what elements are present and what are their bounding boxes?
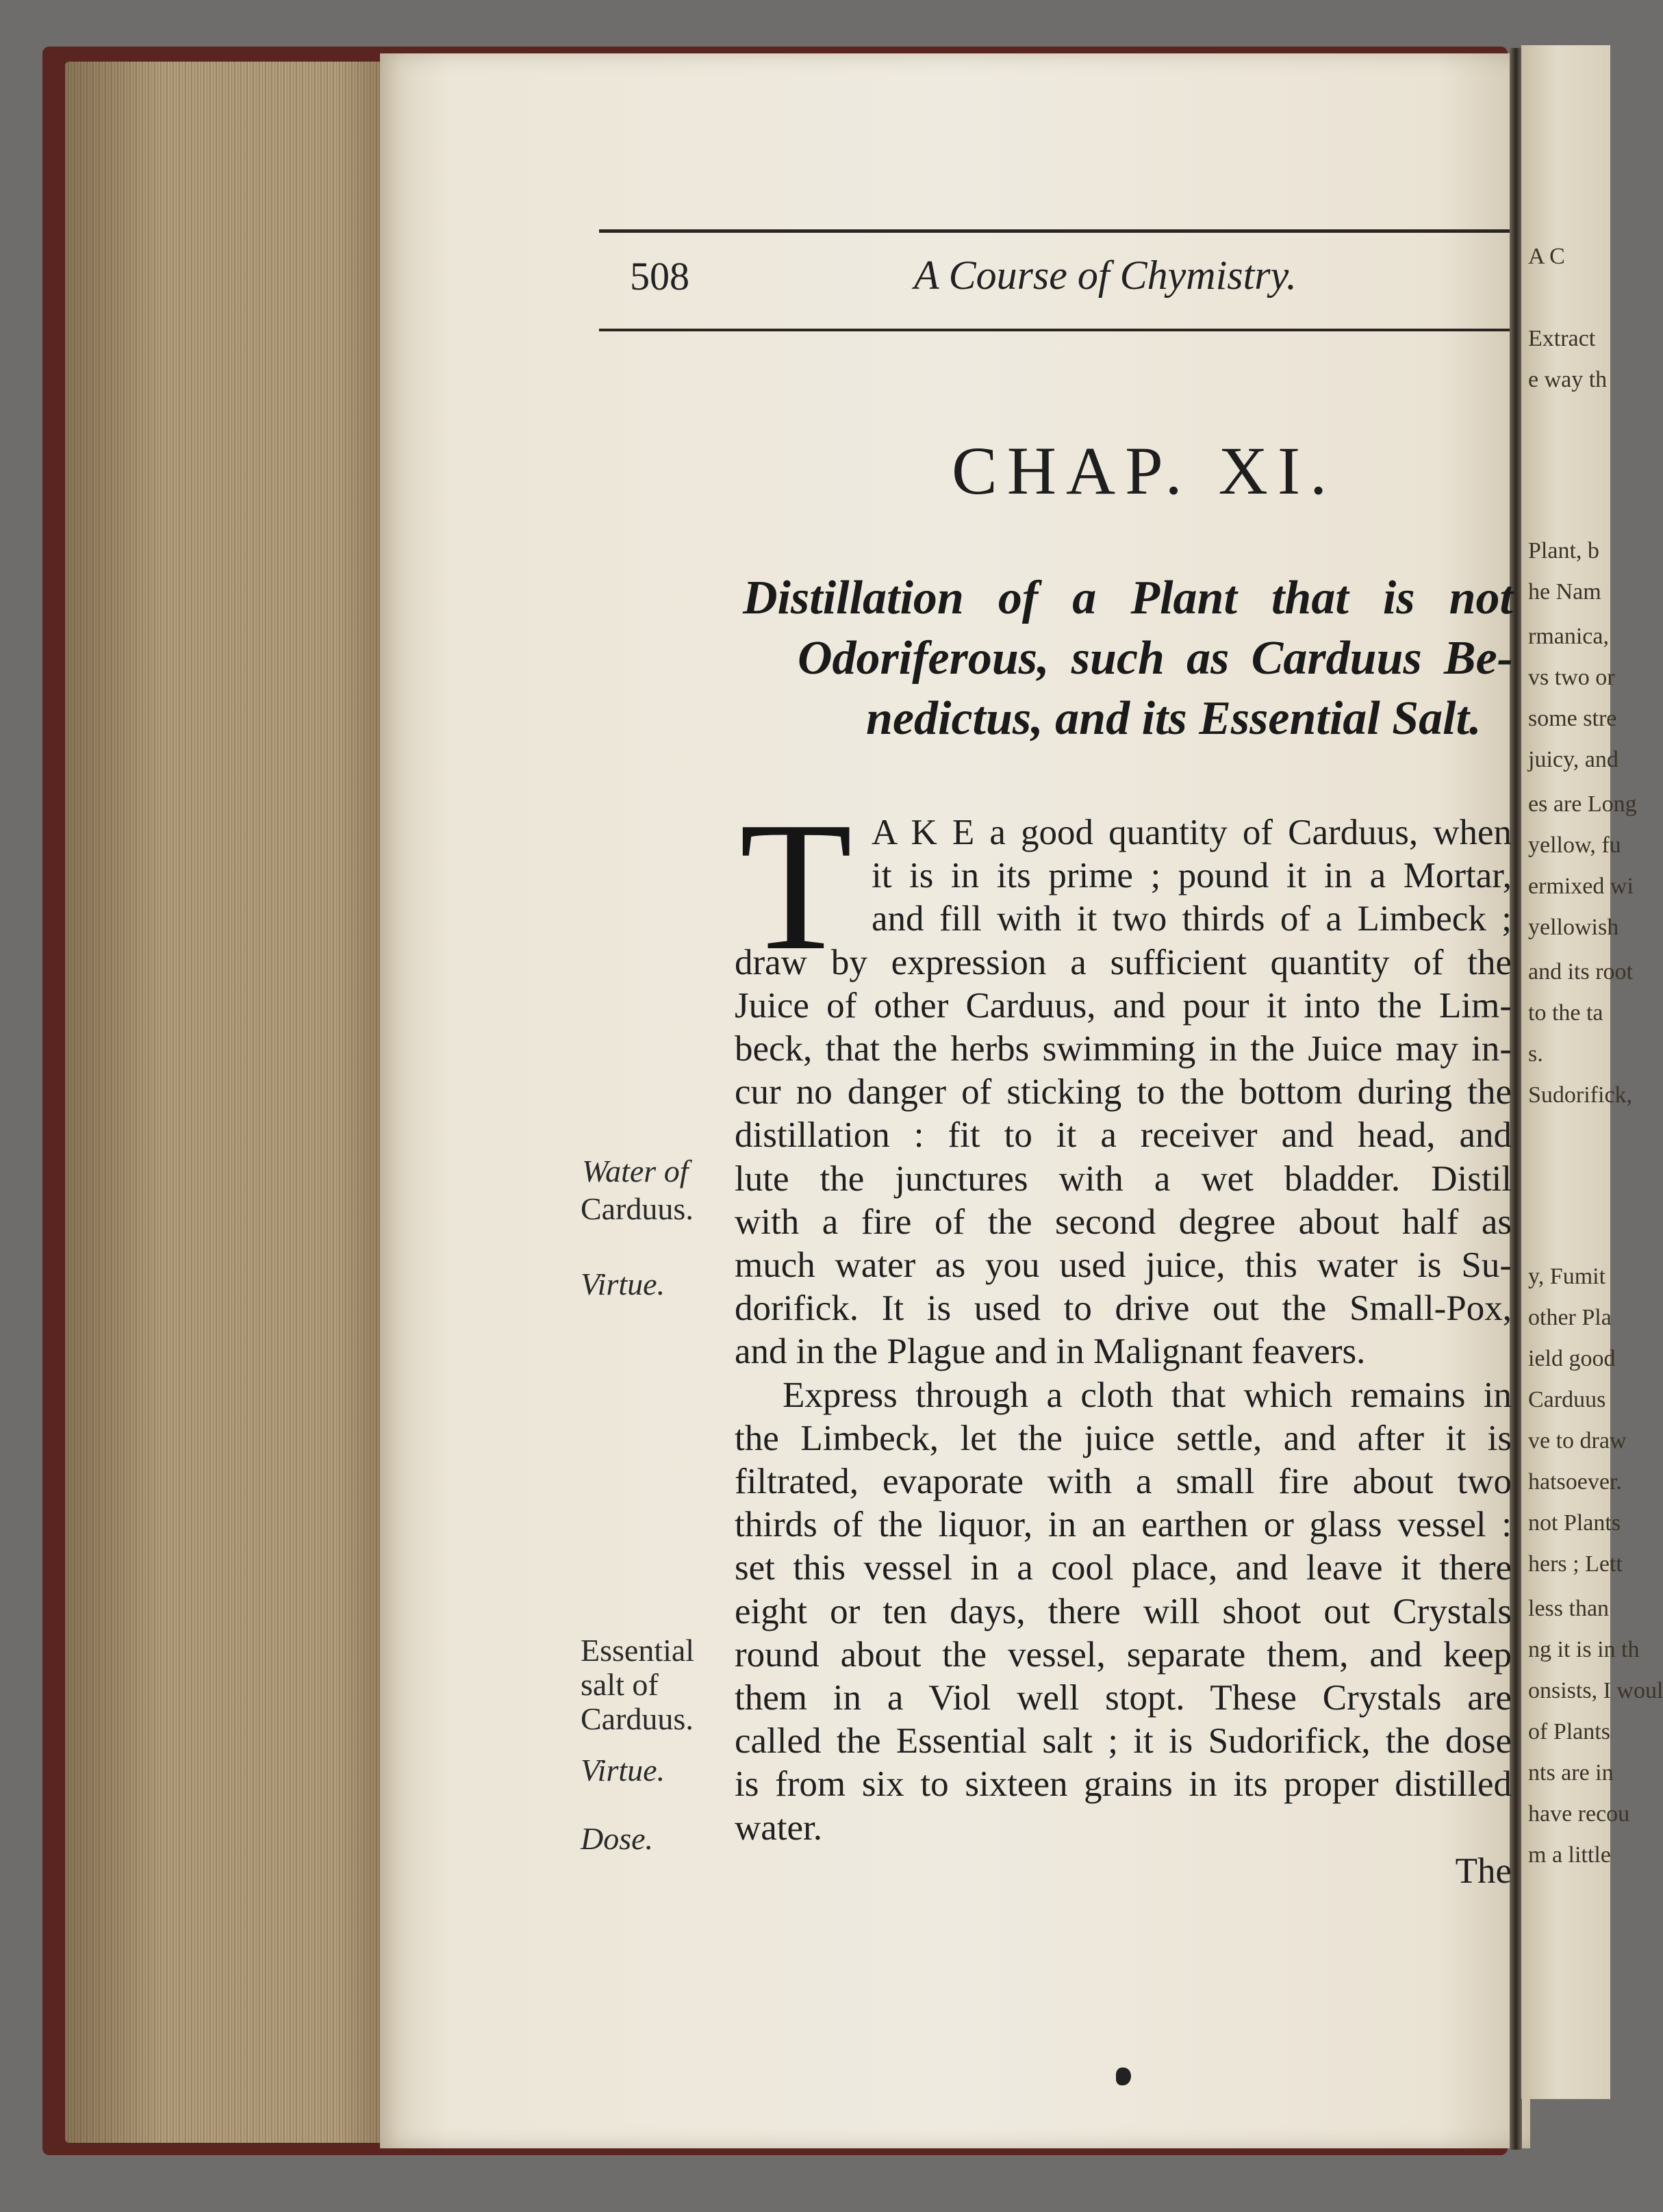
body-line: called the Essential salt ; it is Sudorifick, the dose xyxy=(735,1721,1512,1762)
facing-fragment: e way th xyxy=(1528,367,1608,392)
body-line: Express through a cloth that which remains in xyxy=(783,1375,1512,1415)
facing-fragment: onsists, I woul xyxy=(1528,1678,1663,1703)
facing-fragment: hatsoever. xyxy=(1528,1469,1622,1495)
facing-fragment: ve to draw xyxy=(1528,1428,1627,1453)
chapter-title-line: Odoriferous, such as Carduus Be- xyxy=(798,632,1513,685)
facing-fragment: s. xyxy=(1528,1041,1543,1067)
chapter-heading: CHAP. XI. xyxy=(952,433,1337,509)
facing-fragment: not Plants xyxy=(1528,1510,1621,1536)
margin-note-virtue-2: Virtue. xyxy=(581,1753,665,1788)
facing-fragment: of Plants xyxy=(1528,1719,1610,1744)
margin-note-essential: Essential xyxy=(581,1633,695,1668)
facing-fragment: vs two or xyxy=(1528,665,1615,690)
page-edges xyxy=(65,62,387,2143)
body-line: A K E a good quantity of Carduus, when xyxy=(872,813,1512,852)
running-header xyxy=(599,229,1510,331)
facing-fragment: ng it is in th xyxy=(1528,1637,1640,1662)
catchword: The xyxy=(1455,1851,1512,1891)
facing-fragment: and its root xyxy=(1528,959,1633,984)
chapter-title-line: nedictus, and its Essential Salt. xyxy=(866,692,1482,745)
chapter-title-line: Distillation of a Plant that is not xyxy=(743,572,1513,624)
drop-cap: T xyxy=(739,784,852,989)
body-line: round about the vessel, separate them, and keep xyxy=(735,1634,1512,1675)
page-number: 508 xyxy=(630,254,689,298)
facing-fragment: less than xyxy=(1528,1596,1610,1621)
body-line: eight or ten days, there will shoot out Crystals xyxy=(735,1591,1512,1631)
facing-fragment: juicy, and xyxy=(1528,747,1618,772)
body-line: lute the junctures with a wet bladder. Distil xyxy=(735,1158,1512,1199)
facing-fragment: m a little xyxy=(1528,1842,1611,1868)
facing-fragment: Carduus xyxy=(1528,1387,1606,1412)
body-line: with a fire of the second degree about half as xyxy=(735,1202,1512,1242)
body-text xyxy=(735,811,1512,1893)
facing-fragment: nts are in xyxy=(1528,1760,1614,1785)
facing-fragment: ermixed wi xyxy=(1528,874,1634,899)
margin-note-carduus: Carduus. xyxy=(581,1191,694,1226)
body-line: them in a Viol well stopt. These Crystals are xyxy=(735,1678,1512,1718)
facing-fragment: Plant, b xyxy=(1528,538,1599,563)
margin-note-dose: Dose. xyxy=(581,1821,654,1856)
facing-fragment: A C xyxy=(1528,244,1565,269)
body-line: set this vessel in a cool place, and leave it there xyxy=(735,1548,1512,1588)
facing-fragment: other Pla xyxy=(1528,1305,1612,1330)
margin-note-water: Water of xyxy=(582,1154,689,1188)
facing-fragment: yellowish xyxy=(1528,915,1619,940)
running-title: A Course of Chymistry. xyxy=(914,253,1297,298)
facing-fragment: Extract xyxy=(1528,326,1596,351)
margin-note-carduus-2: Carduus. xyxy=(581,1701,694,1736)
body-line: filtrated, evaporate with a small fire about two xyxy=(735,1462,1512,1502)
body-line: much water as you used juice, this water is Su- xyxy=(735,1245,1512,1286)
body-line: water. xyxy=(735,1807,823,1848)
facing-page-edge xyxy=(1521,45,1663,2099)
chapter-title xyxy=(743,568,1513,749)
facing-fragment: yellow, fu xyxy=(1528,832,1621,858)
facing-fragment: rmanica, xyxy=(1528,624,1609,649)
facing-fragment: es are Long xyxy=(1528,791,1637,817)
body-line: Juice of other Carduus, and pour it into the Lim- xyxy=(735,985,1512,1026)
facing-fragment: Sudorifick, xyxy=(1528,1082,1633,1108)
body-line: dorifick. It is used to drive out the Small-Pox, xyxy=(735,1288,1512,1329)
facing-fragment: y, Fumit xyxy=(1528,1264,1606,1289)
facing-fragment: some stre xyxy=(1528,706,1617,731)
body-line: is from six to sixteen grains in its proper distilled xyxy=(735,1764,1512,1805)
body-line: it is in its prime ; pound it in a Mortar, xyxy=(872,856,1512,896)
facing-fragment: hers ; Lett xyxy=(1528,1551,1623,1577)
body-line: the Limbeck, let the juice settle, and after it is xyxy=(735,1418,1512,1458)
margin-note-salt: salt of xyxy=(581,1667,659,1702)
facing-fragment: he Nam xyxy=(1528,579,1601,605)
facing-fragment: to the ta xyxy=(1528,1000,1603,1026)
body-line: and in the Plague and in Malignant feavers. xyxy=(735,1332,1366,1372)
body-line: draw by expression a sufficient quantity of the xyxy=(735,942,1512,982)
margin-note-virtue: Virtue. xyxy=(581,1267,665,1301)
facing-fragment: have recou xyxy=(1528,1801,1630,1827)
body-line: distillation : fit to it a receiver and head, and xyxy=(735,1115,1512,1156)
body-line: thirds of the liquor, in an earthen or glass vessel : xyxy=(735,1505,1512,1545)
body-line: and fill with it two thirds of a Limbeck ; xyxy=(872,899,1512,939)
body-line: beck, that the herbs swimming in the Juice may in- xyxy=(735,1029,1512,1069)
body-line: cur no danger of sticking to the bottom during the xyxy=(735,1072,1512,1113)
facing-fragment: ield good xyxy=(1528,1346,1616,1371)
